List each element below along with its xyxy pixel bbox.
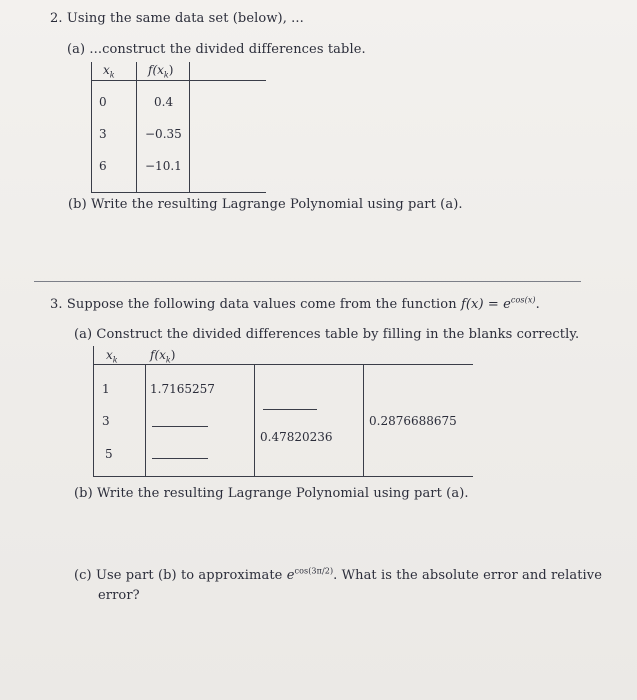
table-2-fx-1: −0.35 (145, 127, 182, 141)
table-2-col-rule-1 (136, 62, 137, 193)
problem-3-part-c: (c) Use part (b) to approximate $e^{cos(3\pi/2)}$. What is the absolute error and relative (74, 566, 603, 583)
table-2-header-fxk: $f(x_k)$ (148, 63, 174, 80)
table-2-header-xk: $x_k$ (103, 63, 115, 80)
table-3-left-rule (93, 346, 94, 477)
table-3-x-2: 5 (105, 447, 113, 461)
table-2-bottom-rule (91, 192, 266, 193)
table-3-fx-0: 1.7165257 (150, 382, 215, 396)
table-3-col-rule-2 (254, 364, 255, 477)
table-3-blank-fx-2 (152, 458, 208, 459)
table-3-col-rule-1 (145, 364, 146, 477)
table-3-col-rule-3 (363, 364, 364, 477)
problem-3-part-b: (b) Write the resulting Lagrange Polynomial using part (a). (74, 486, 469, 501)
problem-3-heading: 3. Suppose the following data values come from the function $f(x) = e^{cos(x)}$. (50, 295, 540, 312)
table-2-fx-0: 0.4 (154, 95, 174, 109)
table-3-x-1: 3 (102, 414, 110, 428)
table-2-x-2: 6 (99, 159, 107, 173)
problem-2-part-b: (b) Write the resulting Lagrange Polynomial using part (a). (68, 197, 463, 212)
table-3-x-0: 1 (102, 382, 110, 396)
table-3-header-xk: $x_k$ (106, 348, 118, 365)
table-3-header-fxk: $f(x_k)$ (150, 348, 176, 365)
table-3-second-diff: 0.2876688675 (369, 414, 457, 428)
table-3-first-diff-2: 0.47820236 (260, 430, 333, 444)
table-2-col-rule-2 (189, 62, 190, 193)
problem-3-part-c-line2: error? (98, 588, 140, 603)
problem-3-part-a: (a) Construct the divided differences table by filling in the blanks correctly. (74, 327, 580, 342)
problem-2-part-a: (a) ...construct the divided differences table. (67, 42, 366, 57)
table-2-fx-2: −10.1 (145, 159, 182, 173)
table-3-header-rule (93, 364, 473, 365)
table-3-blank-first-diff-1 (263, 409, 317, 410)
problem-2-heading: 2. Using the same data set (below), ... (50, 11, 304, 26)
table-2-x-1: 3 (99, 127, 107, 141)
table-2-left-rule (91, 62, 92, 193)
section-divider (34, 281, 581, 282)
table-2-x-0: 0 (99, 95, 107, 109)
table-3-bottom-rule (93, 476, 473, 477)
table-2-header-rule (91, 80, 266, 81)
table-3-blank-fx-1 (152, 426, 208, 427)
